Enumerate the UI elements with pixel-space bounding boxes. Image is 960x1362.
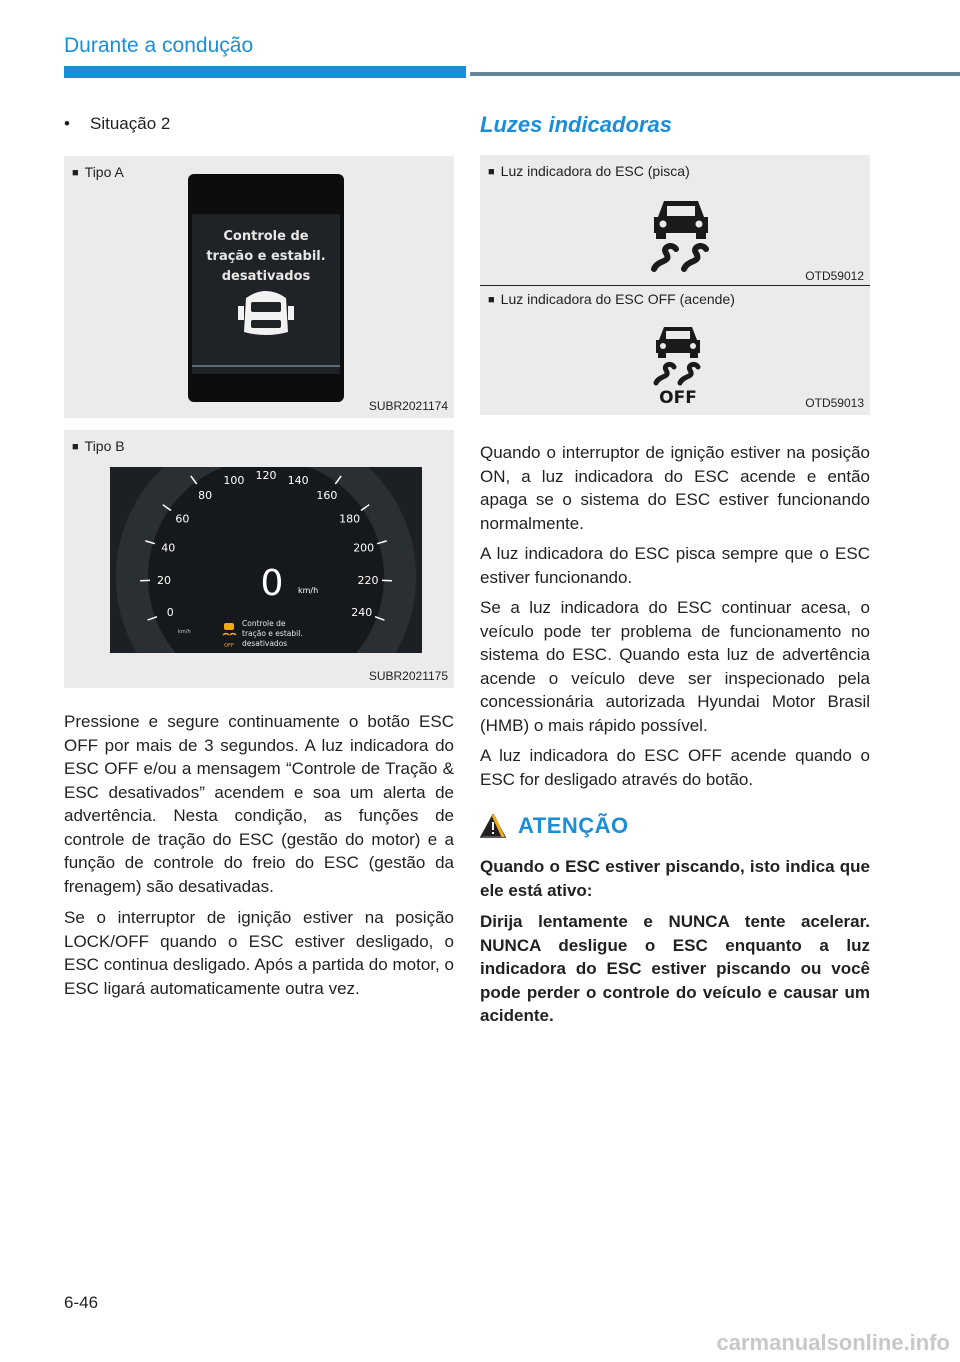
esc-indicator-icon (648, 197, 714, 273)
figure-code: OTD59012 (805, 269, 864, 283)
speed-tick-label: 0 (166, 605, 174, 619)
page-number: 6-46 (64, 1293, 99, 1312)
speed-tick-label: 60 (175, 512, 190, 526)
subsection-title: Luzes indicadoras (480, 112, 672, 137)
watermark: carmanualsonline.info (716, 1330, 950, 1355)
warning-paragraph: Dirija lentamente e NUNCA tente acelerar. NUNCA desligue o ESC enquanto a luz indicadora do ESC estiver piscando ou você pode perder o controle do veículo e causar um acidente. (480, 912, 870, 1025)
body-paragraph: Quando o interruptor de ignição estiver na posição ON, a luz indicadora do ESC acende e então apaga se o sistema do ESC estiver funcionando normalmente. (480, 443, 870, 533)
figure-indicator-lights (480, 155, 870, 415)
warning-icon (480, 814, 506, 838)
left-column (64, 112, 454, 1000)
cluster-message-line-2: tração e estabil. (242, 629, 303, 638)
svg-text:OFF: OFF (224, 643, 234, 649)
figure-tipo-b (64, 430, 454, 688)
body-paragraph: Se a luz indicadora do ESC continuar acesa, o veículo pode ter problema de funcionamento no sistema do ESC. Quando esta luz de advertência acende o veículo deve ser inspecionado pela concessionária autorizada Hyundai Motor Brasil (HMB) o mais rápido possível. (480, 598, 870, 735)
off-label: OFF (659, 388, 697, 405)
figure-caption: ■ Luz indicadora do ESC OFF (acende) (488, 291, 735, 307)
right-column (480, 112, 870, 1028)
figure-code: SUBR2021174 (368, 399, 448, 413)
speed-tick-label: 80 (198, 489, 213, 503)
figure-caption: ■ Tipo B (72, 438, 125, 454)
figure-code: OTD59013 (805, 396, 864, 410)
speed-unit-small: km/h (178, 629, 191, 635)
esc-off-indicator-icon (650, 325, 710, 405)
screen-text-line-1: Controle de (223, 229, 309, 244)
cluster-message-line-1: Controle de (242, 619, 286, 628)
warning-header (480, 813, 870, 839)
speed-readout: 0 (260, 563, 284, 604)
cluster-screen-illustration (188, 174, 344, 402)
speed-tick-label: 160 (316, 489, 338, 503)
warning-title: ATENÇÃO (518, 813, 629, 838)
body-paragraph: A luz indicadora do ESC OFF acende quando o ESC for desligado através do botão. (480, 746, 870, 789)
speed-tick-label: 180 (339, 512, 361, 526)
warning-paragraph: Quando o ESC estiver piscando, isto indica que ele está ativo: (480, 857, 870, 900)
bullet-text: Situação 2 (90, 114, 171, 133)
cluster-message-line-3: desativados (242, 639, 288, 648)
screen-text-line-2: tração e estabil. (206, 249, 326, 264)
speed-unit: km/h (298, 586, 319, 595)
section-title: Durante a condução (64, 34, 254, 57)
figure-caption: ■ Tipo A (72, 164, 124, 180)
screen-text-line-3: desativados (221, 269, 311, 284)
speed-tick-label: 220 (357, 574, 379, 587)
body-paragraph: Pressione e segure continuamente o botão ESC OFF por mais de 3 segundos. A luz indicadora do ESC OFF e/ou a mensagem “Controle de Tração & ESC desativados” acendem e soa um alerta de advertência. Nesta condição, as funções de controle de tração do ESC (gestão do motor) e a função de controle do freio do ESC (gestão da frenagem) são desativadas. (64, 712, 454, 896)
header-bar-accent (64, 66, 466, 78)
body-paragraph: A luz indicadora do ESC pisca sempre que o ESC estiver funcionando. (480, 544, 870, 587)
bullet-item (64, 112, 454, 136)
speed-tick-label: 40 (161, 541, 176, 555)
speed-tick-label: 140 (287, 474, 309, 488)
header-bar-rule (470, 72, 960, 76)
figure-tipo-a (64, 156, 454, 418)
figure-code: SUBR2021175 (368, 669, 448, 683)
figure-divider (480, 285, 870, 286)
speed-tick-label: 200 (353, 541, 375, 555)
body-paragraph: Se o interruptor de ignição estiver na posição LOCK/OFF quando o ESC estiver desligado, o ESC continua desligado. Após a partida do motor, o ESC ligará automaticamente outra vez. (64, 908, 454, 998)
speedometer-illustration (110, 467, 422, 653)
speed-tick-label: 240 (351, 605, 373, 619)
figure-caption: ■ Luz indicadora do ESC (pisca) (488, 163, 690, 179)
speed-tick-label: 100 (223, 474, 245, 488)
speed-tick-label: 20 (157, 574, 171, 587)
speed-tick-label: 120 (255, 469, 277, 482)
